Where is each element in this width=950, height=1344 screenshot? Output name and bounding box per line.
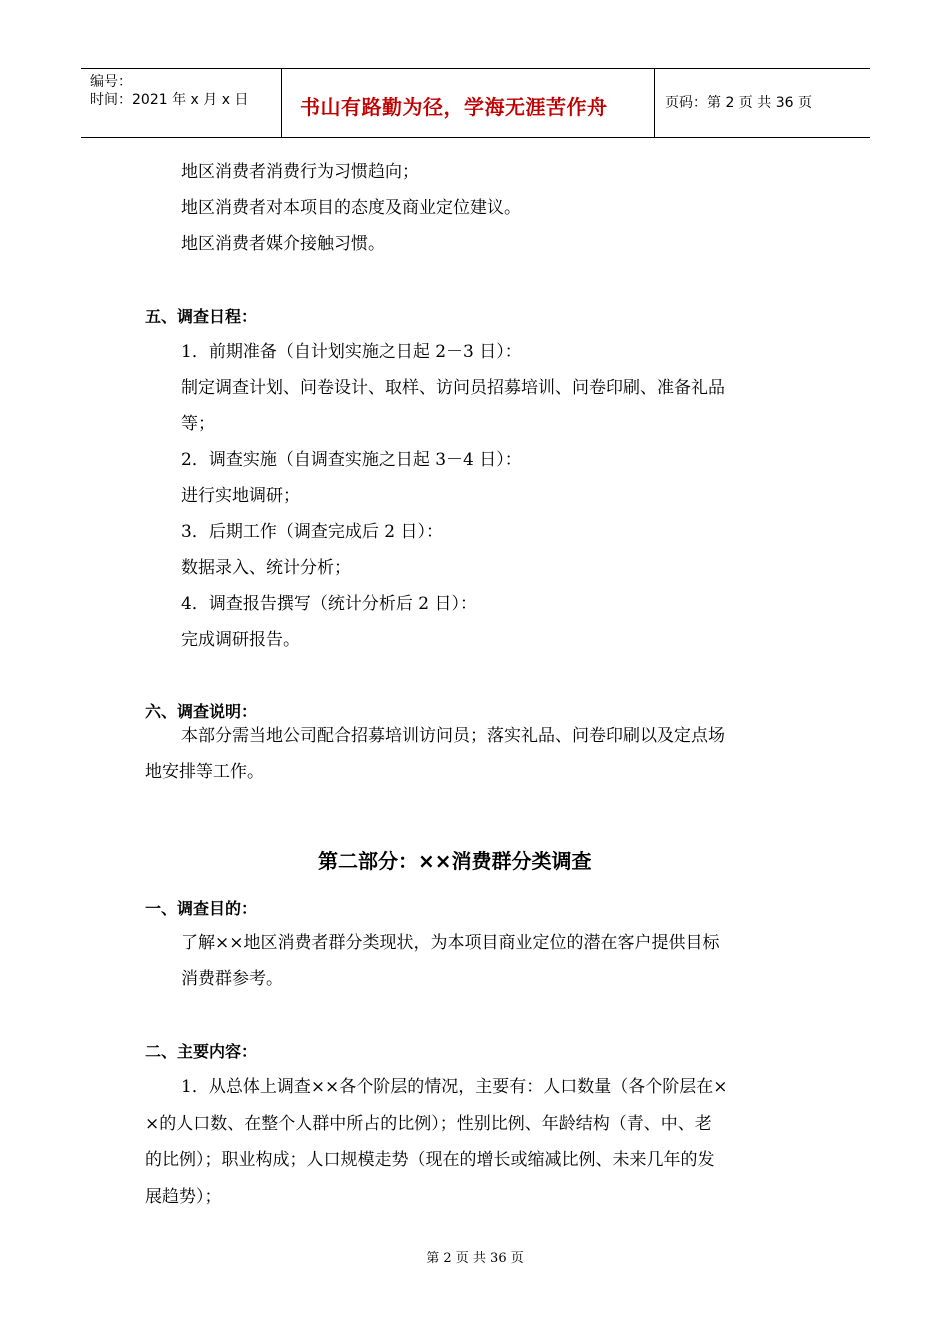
paragraph-line: 进行实地调研； — [181, 486, 300, 506]
page-footer: 第 2 页 共 36 页 — [426, 1251, 524, 1266]
paragraph-line: 等； — [181, 414, 215, 434]
section-heading: 五、调查日程： — [145, 307, 258, 326]
paragraph-line: 1．从总体上调查××各个阶层的情况，主要有：人口数量（各个阶层在× — [181, 1077, 728, 1097]
paragraph-line: 了解××地区消费者群分类现状，为本项目商业定位的潜在客户提供目标 — [181, 933, 720, 953]
paragraph-line: 本部分需当地公司配合招募培训访问员；落实礼品、问卷印刷以及定点场 — [181, 726, 725, 746]
paragraph-line: 的比例）；职业构成；人口规模走势（现在的增长或缩减比例、未来几年的发 — [145, 1150, 715, 1170]
header-info-cell — [81, 69, 282, 137]
date-label: 时间：2021 年 x 月 x 日 — [90, 92, 249, 108]
number-label: 编号： — [90, 74, 132, 90]
paragraph-line: 3．后期工作（调查完成后 2 日）： — [181, 522, 443, 542]
paragraph-line: 数据录入、统计分析； — [181, 558, 351, 578]
header-table — [81, 68, 870, 138]
part-title: 第二部分：××消费群分类调查 — [318, 849, 592, 873]
page-label: 页码：第 2 页 共 36 页 — [665, 95, 812, 111]
motto-text: 书山有路勤为径，学海无涯苦作舟 — [300, 95, 608, 119]
paragraph-line: 消费群参考。 — [181, 969, 283, 989]
paragraph-line: 地安排等工作。 — [145, 762, 264, 782]
paragraph-line: 2．调查实施（自调查实施之日起 3－4 日）： — [181, 450, 522, 470]
paragraph-line: 1．前期准备（自计划实施之日起 2－3 日）： — [181, 342, 522, 362]
header-motto-cell — [282, 69, 655, 137]
paragraph-line: 展趋势）； — [145, 1187, 222, 1207]
paragraph-line: 地区消费者对本项目的态度及商业定位建议。 — [181, 198, 521, 218]
paragraph-line: 制定调查计划、问卷设计、取样、访问员招募培训、问卷印刷、准备礼品 — [181, 378, 725, 398]
paragraph-line: ×的人口数、在整个人群中所占的比例）；性别比例、年龄结构（青、中、老 — [145, 1114, 712, 1134]
section-heading: 一、调查目的： — [145, 899, 258, 918]
section-heading: 六、调查说明： — [145, 702, 258, 721]
header-page-cell — [655, 69, 870, 137]
section-heading: 二、主要内容： — [145, 1042, 258, 1061]
paragraph-line: 4．调查报告撰写（统计分析后 2 日）： — [181, 594, 477, 614]
paragraph-line: 地区消费者消费行为习惯趋向； — [181, 162, 419, 182]
paragraph-line: 完成调研报告。 — [181, 630, 300, 650]
paragraph-line: 地区消费者媒介接触习惯。 — [181, 234, 385, 254]
